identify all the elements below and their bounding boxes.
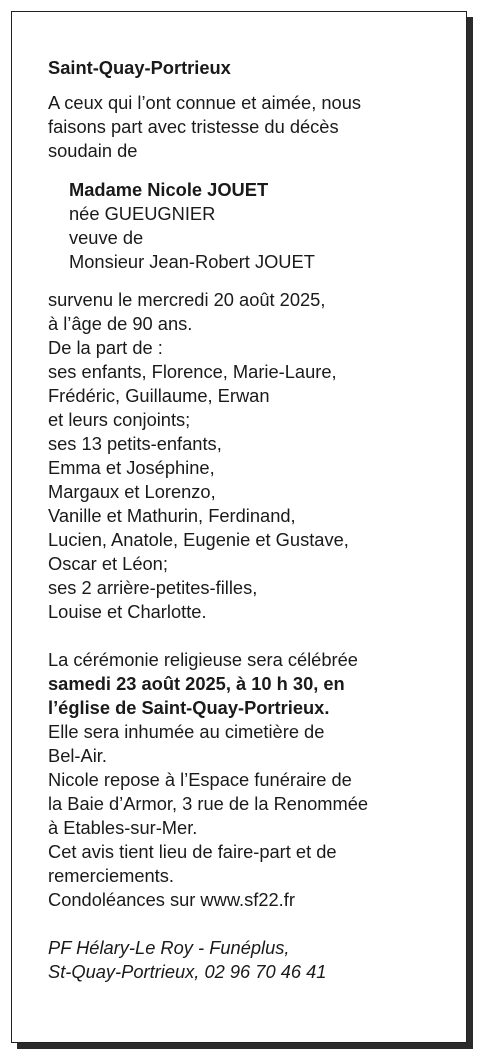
death-notice	[48, 56, 428, 984]
family-details	[48, 288, 428, 624]
deceased-name: Madame Nicole JOUET	[69, 179, 269, 200]
details-line: ses enfants, Florence, Marie-Laure,	[48, 361, 337, 382]
ceremony-line: à Etables-sur-Mer.	[48, 817, 198, 838]
ceremony-line: Elle sera inhumée au cimetière de	[48, 721, 325, 742]
ceremony-intro: La cérémonie religieuse sera célébrée	[48, 649, 358, 670]
details-line: De la part de :	[48, 337, 163, 358]
ceremony-line: Cet avis tient lieu de faire-part et de	[48, 841, 337, 862]
details-line: ses 13 petits-enfants,	[48, 433, 222, 454]
ceremony-date-line: samedi 23 août 2025, à 10 h 30, en	[48, 673, 345, 694]
details-line: Lucien, Anatole, Eugenie et Gustave,	[48, 529, 349, 550]
funeral-home-signature	[48, 936, 428, 984]
intro-line: A ceux qui l’ont connue et aimée, nous	[48, 92, 362, 113]
deceased-block	[48, 178, 428, 274]
deceased-line: née GUEUGNIER	[69, 203, 216, 224]
details-line: Vanille et Mathurin, Ferdinand,	[48, 505, 296, 526]
deceased-line: Monsieur Jean-Robert JOUET	[69, 251, 315, 272]
funeral-home-line: St-Quay-Portrieux, 02 96 70 46 41	[48, 961, 327, 982]
ceremony-line: Bel-Air.	[48, 745, 107, 766]
details-line: et leurs conjoints;	[48, 409, 191, 430]
ceremony-paragraph	[48, 648, 428, 912]
details-line: Frédéric, Guillaume, Erwan	[48, 385, 270, 406]
details-line: Louise et Charlotte.	[48, 601, 207, 622]
condolences-line: Condoléances sur www.sf22.fr	[48, 889, 295, 910]
details-line: ses 2 arrière-petites-filles,	[48, 577, 258, 598]
ceremony-line: Nicole repose à l’Espace funéraire de	[48, 769, 352, 790]
ceremony-line: la Baie d’Armor, 3 rue de la Renommée	[48, 793, 369, 814]
details-line: Margaux et Lorenzo,	[48, 481, 216, 502]
ceremony-line: remerciements.	[48, 865, 174, 886]
notice-location-title: Saint-Quay-Portrieux	[48, 57, 231, 78]
deceased-line: veuve de	[69, 227, 144, 248]
funeral-home-line: PF Hélary-Le Roy - Funéplus,	[48, 937, 290, 958]
details-line: survenu le mercredi 20 août 2025,	[48, 289, 326, 310]
intro-line: soudain de	[48, 140, 138, 161]
details-line: Oscar et Léon;	[48, 553, 168, 574]
details-line: à l’âge de 90 ans.	[48, 313, 193, 334]
details-line: Emma et Joséphine,	[48, 457, 215, 478]
intro-paragraph	[48, 91, 428, 163]
intro-line: faisons part avec tristesse du décès	[48, 116, 339, 137]
ceremony-place-line: l’église de Saint-Quay-Portrieux.	[48, 697, 330, 718]
